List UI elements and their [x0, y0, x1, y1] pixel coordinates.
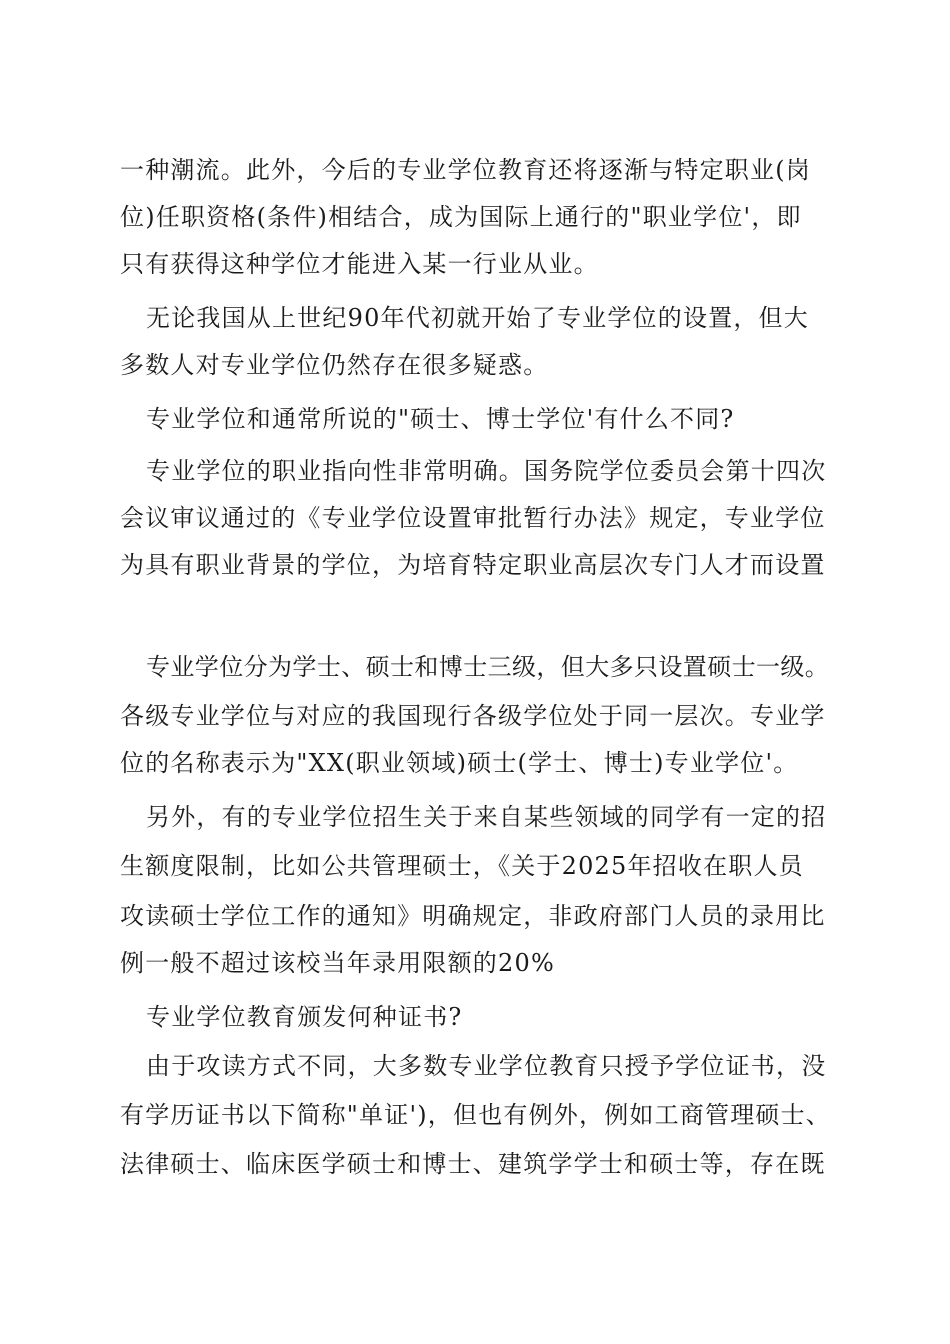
text-line: 有学历证书以下简称"单证')，但也有例外，例如工商管理硕士、: [120, 1101, 831, 1129]
text-line: 为具有职业背景的学位，为培育特定职业高层次专门人才而设置: [120, 551, 826, 579]
section-question: 专业学位教育颁发何种证书?: [146, 1003, 463, 1031]
text-line: 法律硕士、临床医学硕士和博士、建筑学学士和硕士等，存在既: [120, 1150, 826, 1178]
text-line: 各级专业学位与对应的我国现行各级学位处于同一层次。专业学: [120, 702, 826, 730]
text-line: 一种潮流。此外，今后的专业学位教育还将逐渐与特定职业(岗: [120, 156, 811, 184]
text-line: 位)任职资格(条件)相结合，成为国际上通行的"职业学位'，即: [120, 203, 802, 231]
text-line: 例一般不超过该校当年录用限额的20%: [120, 949, 555, 977]
text-line: 只有获得这种学位才能进入某一行业从业。: [120, 250, 599, 278]
text-line: 会议审议通过的《专业学位设置审批暂行办法》规定，专业学位: [120, 504, 826, 532]
text-line: 无论我国从上世纪90年代初就开始了专业学位的设置，但大: [146, 304, 809, 332]
text-line: 由于攻读方式不同，大多数专业学位教育只授予学位证书，没: [146, 1052, 827, 1080]
text-line: 专业学位的职业指向性非常明确。国务院学位委员会第十四次: [146, 457, 827, 485]
section-question: 专业学位和通常所说的"硕士、博士学位'有什么不同?: [146, 405, 735, 433]
text-line: 另外，有的专业学位招生关于来自某些领域的同学有一定的招: [146, 803, 827, 831]
text-line: 位的名称表示为"XX(职业领域)硕士(学士、博士)专业学位'。: [120, 749, 799, 777]
text-line: 多数人对专业学位仍然存在很多疑惑。: [120, 351, 549, 379]
text-line: 攻读硕士学位工作的通知》明确规定，非政府部门人员的录用比: [120, 902, 826, 930]
text-line: 专业学位分为学士、硕士和博士三级，但大多只设置硕士一级。: [146, 653, 830, 681]
text-line: 生额度限制，比如公共管理硕士，《关于2025年招收在职人员: [120, 852, 804, 880]
